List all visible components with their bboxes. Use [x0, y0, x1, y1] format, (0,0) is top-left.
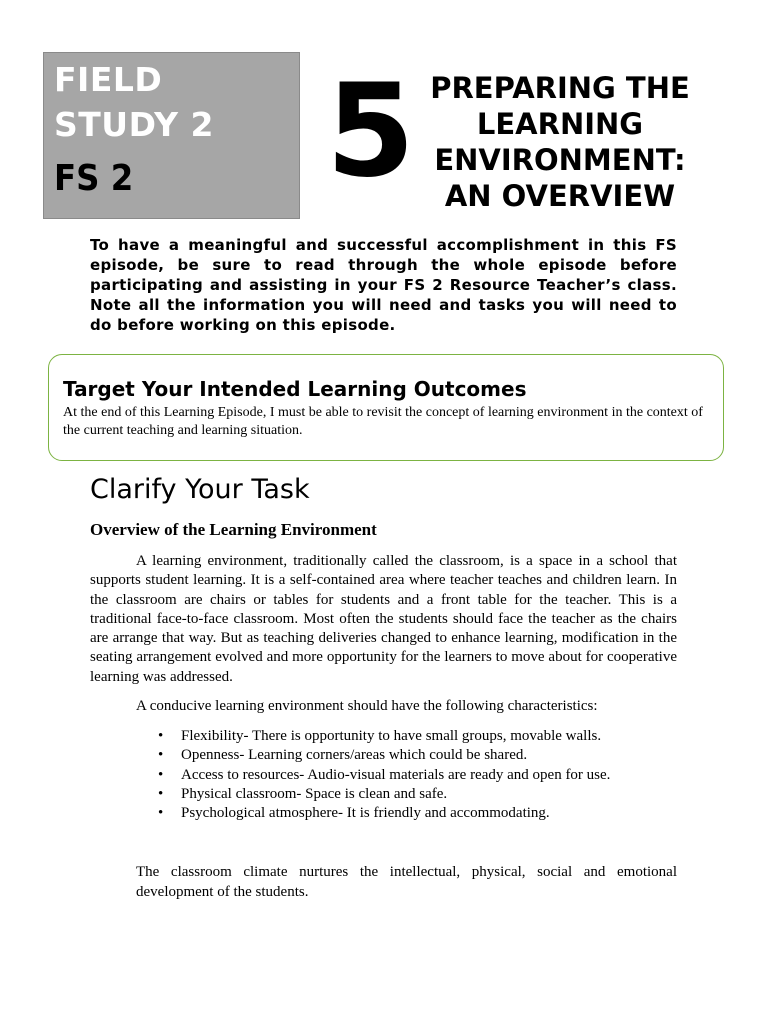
body-paragraph-3: The classroom climate nurtures the intellectual, physical, social and emotional development of the students.: [136, 864, 677, 900]
list-item-text: Psychological atmosphere- It is friendly and accommodating.: [181, 805, 550, 822]
episode-number: 5: [326, 57, 416, 206]
bullet-icon: •: [158, 728, 164, 744]
bullet-icon: •: [158, 785, 164, 802]
body-paragraph-1: A learning environment, traditionally called the classroom, is a space in a school that supports student learning. It is a self-contained area where teacher teaches and children learn. In the classroom are chairs or tables for students and a front table for the teacher. This is a traditional face-to-face classroom. Most often the students should face the teacher as the chairs are arrange that way. But as teaching deliveries changed to enhance learning, modification in the seating arrangement evolved and more opportunity for the learners to move about for cooperative learning was addressed.: [90, 553, 677, 685]
list-item: [158, 785, 610, 804]
body-paragraph-2: A conducive learning environment should have the following characteristics:: [136, 698, 598, 714]
learning-outcomes-heading: Target Your Intended Learning Outcomes: [63, 377, 527, 401]
list-item-text: Flexibility- There is opportunity to have small groups, movable walls.: [181, 728, 602, 744]
intro-paragraph: To have a meaningful and successful accomplishment in this FS episode, be sure to read through the whole episode before participating and assisting in your FS 2 Resource Teacher’s class. Note all the information you will need and tasks you will need to do before working on this episode.: [90, 236, 677, 334]
bullet-icon: •: [158, 747, 164, 764]
section-subheading: Overview of the Learning Environment: [90, 520, 377, 539]
list-item: [158, 804, 610, 823]
list-item: [158, 746, 610, 765]
learning-outcomes-text: At the end of this Learning Episode, I must be able to revisit the concept of learning environment in the context of the current teaching and learning situation.: [63, 405, 703, 438]
characteristics-list: [158, 727, 610, 823]
episode-title: PREPARING THE LEARNING ENVIRONMENT: AN OVERVIEW: [430, 71, 690, 213]
list-item: [158, 727, 610, 746]
list-item-text: Openness- Learning corners/areas which could be shared.: [181, 747, 528, 764]
field-study-box: [43, 52, 300, 219]
list-item-text: Access to resources- Audio-visual materials are ready and open for use.: [181, 766, 611, 783]
bullet-icon: •: [158, 805, 164, 822]
list-item: [158, 766, 610, 785]
field-study-code: FS 2: [54, 158, 134, 199]
field-study-title: FIELD STUDY 2: [54, 60, 214, 144]
list-item-text: Physical classroom- Space is clean and safe.: [181, 785, 448, 802]
clarify-task-heading: Clarify Your Task: [90, 474, 310, 505]
bullet-icon: •: [158, 766, 164, 783]
learning-outcomes-box: [48, 354, 724, 461]
